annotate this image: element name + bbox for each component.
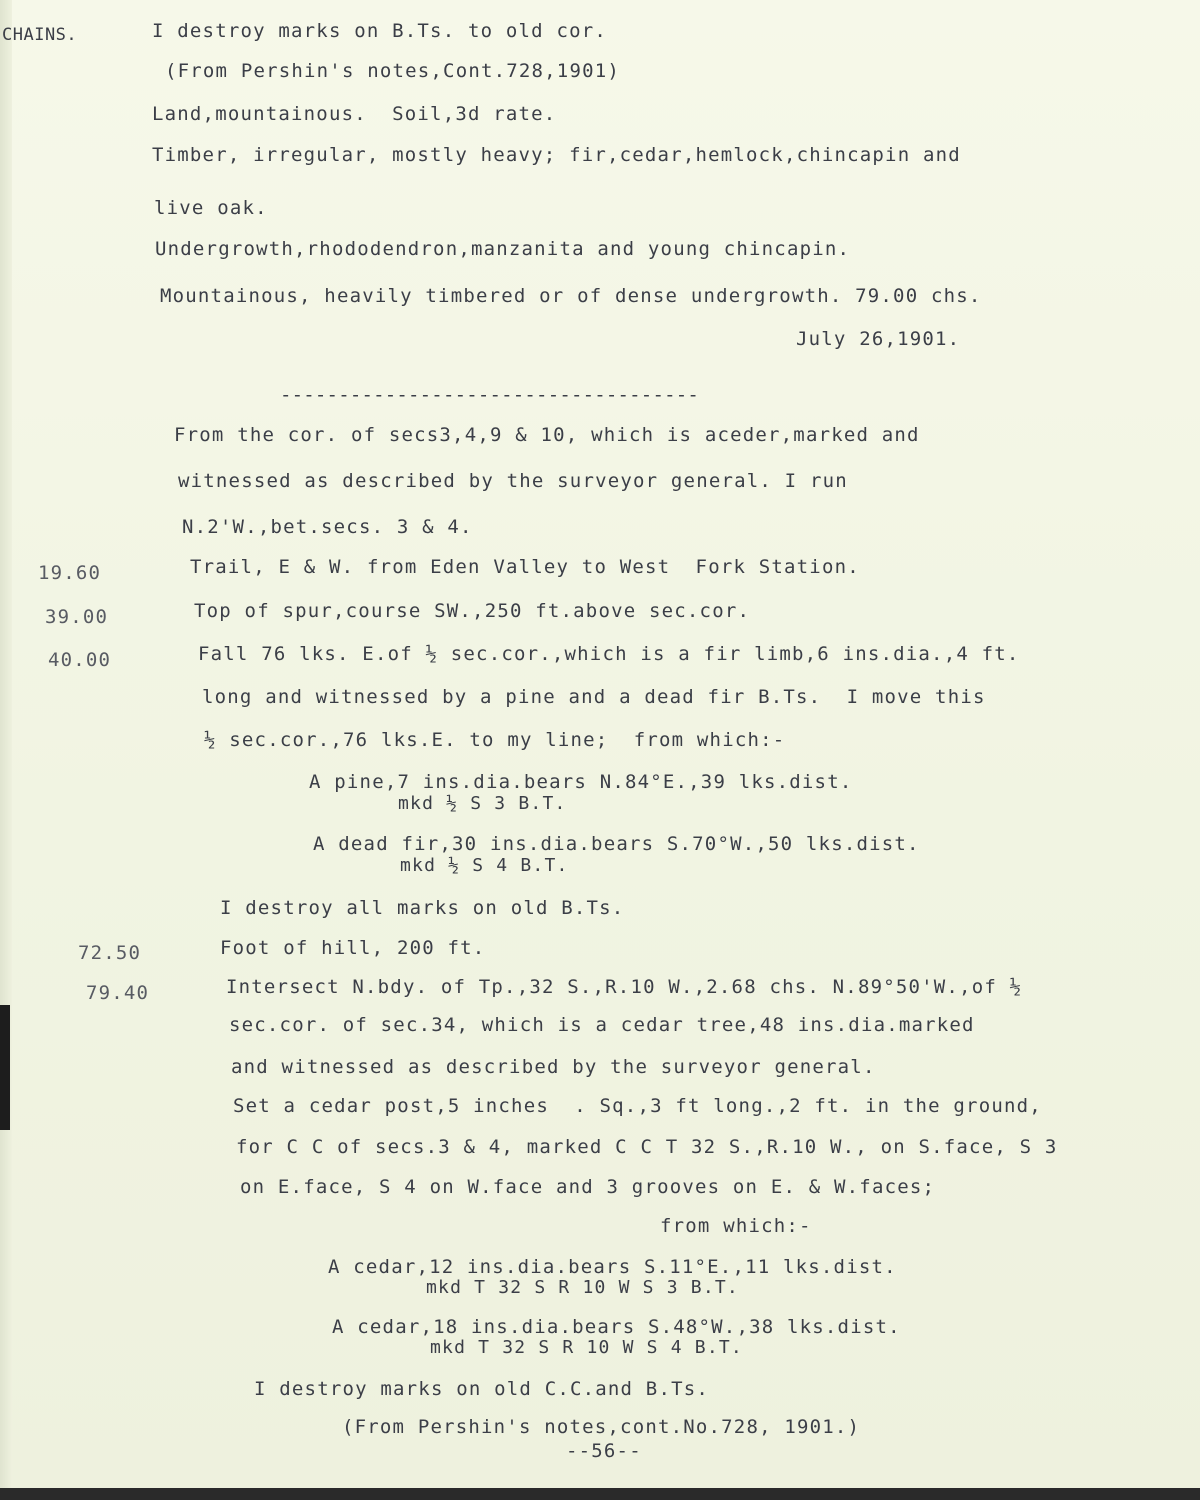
margin-distance-1: 19.60 [38,562,102,584]
scan-bottom-strip [0,1488,1200,1500]
text-line-29: from which:- [660,1215,812,1237]
text-line-3: Land,mountainous. Soil,3d rate. [152,103,557,125]
text-line-4: Timber, irregular, mostly heavy; fir,cedar,hemlock,chincapin and [152,144,961,166]
text-line-32: A cedar,18 ins.dia.bears S.48°W.,38 lks.dist. [332,1316,901,1338]
text-line-17: A pine,7 ins.dia.bears N.84°E.,39 lks.dist. [309,771,853,793]
page-left-edge [0,0,12,1500]
text-line-7: Mountainous, heavily timbered or of dense undergrowth. 79.00 chs. [160,285,982,307]
margin-distance-5: 79.40 [86,982,150,1004]
text-line-10: witnessed as described by the surveyor general. I run [178,470,848,492]
text-line-11: N.2'W.,bet.secs. 3 & 4. [182,516,473,538]
text-line-1: I destroy marks on B.Ts. to old cor. [152,20,608,42]
text-line-33: mkd T 32 S R 10 W S 4 B.T. [430,1337,743,1358]
citation-line: (From Pershin's notes,cont.No.728, 1901.) [342,1416,861,1438]
text-line-16: ½ sec.cor.,76 lks.E. to my line; from which:- [204,729,786,751]
text-line-28: on E.face, S 4 on W.face and 3 grooves on E. & W.faces; [240,1176,936,1198]
text-line-20: mkd ½ S 4 B.T. [400,855,569,876]
text-line-2: (From Pershin's notes,Cont.728,1901) [165,60,621,82]
text-line-27: for C C of secs.3 & 4, marked C C T 32 S.,R.10 W., on S.face, S 3 [236,1136,1058,1158]
text-line-5: live oak. [154,197,268,219]
text-line-14: Fall 76 lks. E.of ½ sec.cor.,which is a fir limb,6 ins.dia.,4 ft. [198,643,1020,665]
page-number: --56-- [566,1440,642,1462]
margin-distance-3: 40.00 [48,649,112,671]
text-line-31: mkd T 32 S R 10 W S 3 B.T. [426,1277,739,1298]
text-line-9: From the cor. of secs3,4,9 & 10, which is aceder,marked and [174,424,920,446]
date-line: July 26,1901. [796,328,961,350]
text-line-19: A dead fir,30 ins.dia.bears S.70°W.,50 lks.dist. [313,833,920,855]
text-line-34: I destroy marks on old C.C.and B.Ts. [254,1378,710,1400]
margin-distance-2: 39.00 [45,606,109,628]
text-line-24: sec.cor. of sec.34, which is a cedar tree,48 ins.dia.marked [229,1014,975,1036]
text-line-22: Foot of hill, 200 ft. [220,937,486,959]
text-line-6: Undergrowth,rhododendron,manzanita and young chincapin. [155,238,851,260]
header-fragment: CHAINS. [2,25,78,45]
text-line-23: Intersect N.bdy. of Tp.,32 S.,R.10 W.,2.68 chs. N.89°50'W.,of ½ [226,976,1023,998]
text-line-26: Set a cedar post,5 inches . Sq.,3 ft long.,2 ft. in the ground, [233,1095,1042,1117]
margin-distance-4: 72.50 [78,942,142,964]
scan-edge-strip [0,1005,10,1130]
text-line-25: and witnessed as described by the surveyor general. [231,1056,876,1078]
text-line-21: I destroy all marks on old B.Ts. [220,897,625,919]
text-line-15: long and witnessed by a pine and a dead fir B.Ts. I move this [202,686,986,708]
text-line-30: A cedar,12 ins.dia.bears S.11°E.,11 lks.dist. [328,1256,897,1278]
text-line-18: mkd ½ S 3 B.T. [398,793,567,814]
text-line-12: Trail, E & W. from Eden Valley to West Fork Station. [190,556,860,578]
separator-rule: ------------------------------------ [280,384,700,406]
text-line-13: Top of spur,course SW.,250 ft.above sec.cor. [194,600,751,622]
